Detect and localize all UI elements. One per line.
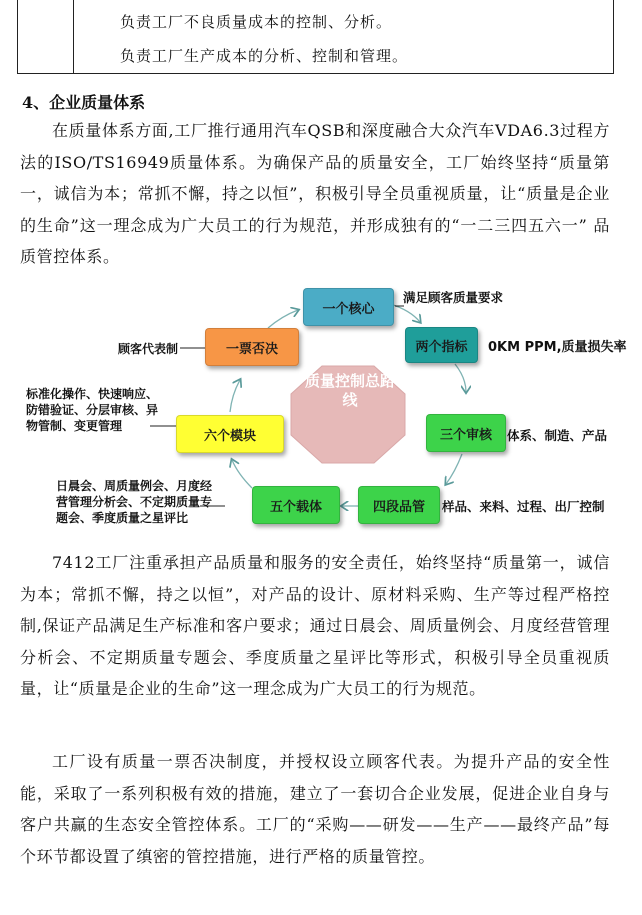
arrow-core-indicators (390, 304, 420, 322)
label-audits: 体系、制造、产品 (507, 428, 608, 443)
paragraph-text: 工厂设有质量一票否决制度，并授权设立顾客代表。为提升产品的安全性能，采取了一系列积极有效的措施，建立了一套切合企业发展，促进企业自身与客户共赢的生态安全管控体系。工厂的“采购——研发——生产——最终产品”每个环节都设置了缜密的管控措施，进行严格的质量管控。 (20, 752, 610, 866)
table-divider (73, 0, 74, 73)
paragraph-text: 7412工厂注重承担产品质量和服务的安全责任，始终坚持“质量第一，诚信为本；常抓不懈，持之以恒”，对产品的设计、原材料采购、生产等过程严格控制,保证产品满足生产标准和客户要求；通过日晨会、周质量例会、月度经营管理分析会、不定期质量专题会、季度质量之星评比等形式，积极引导全员重视质量，让“质量是企业的生命”这一理念成为广大员工的行为规范。 (20, 553, 610, 699)
label-carriers (56, 478, 212, 526)
label-carriers-line: 营管理分析会、不定期质量专 (56, 495, 213, 509)
arrow-audits-stages (446, 454, 462, 484)
intro-paragraph (20, 115, 610, 273)
label-indicators: 0KM PPM,质量损失率 (488, 340, 627, 355)
label-modules-line: 标准化操作、快速响应、 (26, 387, 159, 401)
node-veto: 一票否决 (205, 328, 299, 366)
table-row: 负责工厂不良质量成本的控制、分析。 (120, 13, 393, 31)
label-carriers-line: 日晨会、周质量例会、月度经 (56, 479, 213, 493)
node-stages: 四段品管 (358, 486, 440, 524)
table-row: 负责工厂生产成本的分析、控制和管理。 (120, 47, 409, 65)
intro-text: 在质量体系方面,工厂推行通用汽车QSB和深度融合大众汽车VDA6.3过程方法的ISO/TS16949质量体系。为确保产品的质量安全，工厂始终坚持“质量第一，诚信为本；常抓不懈，持之以恒”，积极引导全员重视质量，让“质量是企业的生命”这一理念成为广大员工的行为规范，并形成独有的“一二三四五六一” 品质管控体系。 (20, 121, 610, 267)
body-paragraph-1 (20, 547, 610, 705)
label-modules-line: 防错验证、分层审核、异 (26, 403, 159, 417)
arrow-modules-veto (230, 380, 240, 412)
label-stages: 样品、来料、过程、出厂控制 (442, 499, 605, 514)
arrow-carriers-modules (232, 460, 252, 488)
node-indicators: 两个指标 (405, 327, 478, 363)
section-title: 4、企业质量体系 (22, 93, 146, 112)
node-modules: 六个模块 (176, 415, 284, 453)
label-modules (26, 386, 158, 434)
label-core: 满足顾客质量要求 (403, 290, 504, 305)
arrow-veto-core (268, 310, 298, 328)
label-carriers-line: 题会、季度质量之星评比 (56, 511, 189, 525)
arrow-indicators-audits (455, 364, 466, 392)
body-paragraph-2 (20, 746, 610, 872)
responsibility-table (17, 0, 614, 74)
node-audits: 三个审核 (426, 414, 506, 452)
center-label: 质量控制总路线 (304, 372, 395, 409)
label-veto: 顾客代表制 (118, 342, 179, 356)
node-core: 一个核心 (303, 288, 394, 326)
quality-control-diagram (0, 282, 642, 532)
node-carriers: 五个载体 (252, 486, 340, 524)
label-modules-line: 物管制、变更管理 (26, 419, 123, 433)
